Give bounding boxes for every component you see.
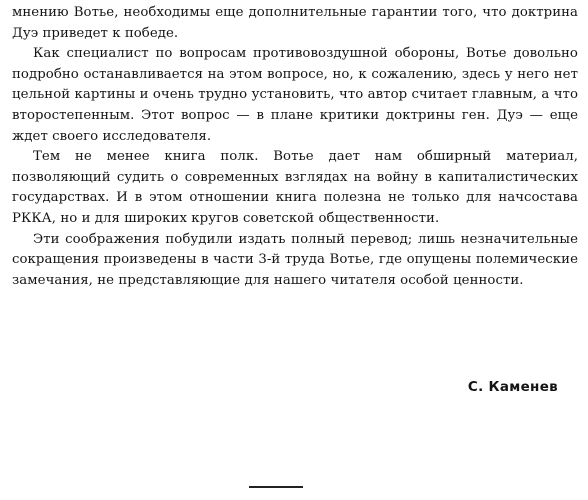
- paragraph-material: Тем не менее книга полк. Вотье дает нам обширный материал, позволяющий судить о современных взглядах на войну в капиталистических государствах. И в этом отношении книга полезна не только для начсостава РККА, но и для широких кругов советской общественности.: [12, 149, 578, 226]
- paragraph-translation-note: Эти соображения побудили издать полный перевод; лишь незначительные сокращения произведены в части 3-й труда Вотье, где опущены полемические замечания, не представляющие для нашего читателя особой ценности.: [12, 231, 578, 288]
- end-rule-divider: [249, 486, 303, 488]
- document-page: [12, 0, 578, 500]
- author-signature: С. Каменев: [467, 379, 558, 395]
- paragraph-continuation: мнению Вотье, необходимы еще дополнительные гарантии того, что доктрина Дуэ приведет к победе.: [12, 5, 578, 41]
- paragraph-air-defense: Как специалист по вопросам противовоздушной обороны, Вотье довольно подробно останавливается на этом вопросе, но, к сожалению, здесь у него нет цельной картины и очень трудно установить, что автор считает главным, а что второстепенным. Этот вопрос — в плане критики доктрины ген. Дуэ — еще ждет своего исследователя.: [12, 46, 578, 144]
